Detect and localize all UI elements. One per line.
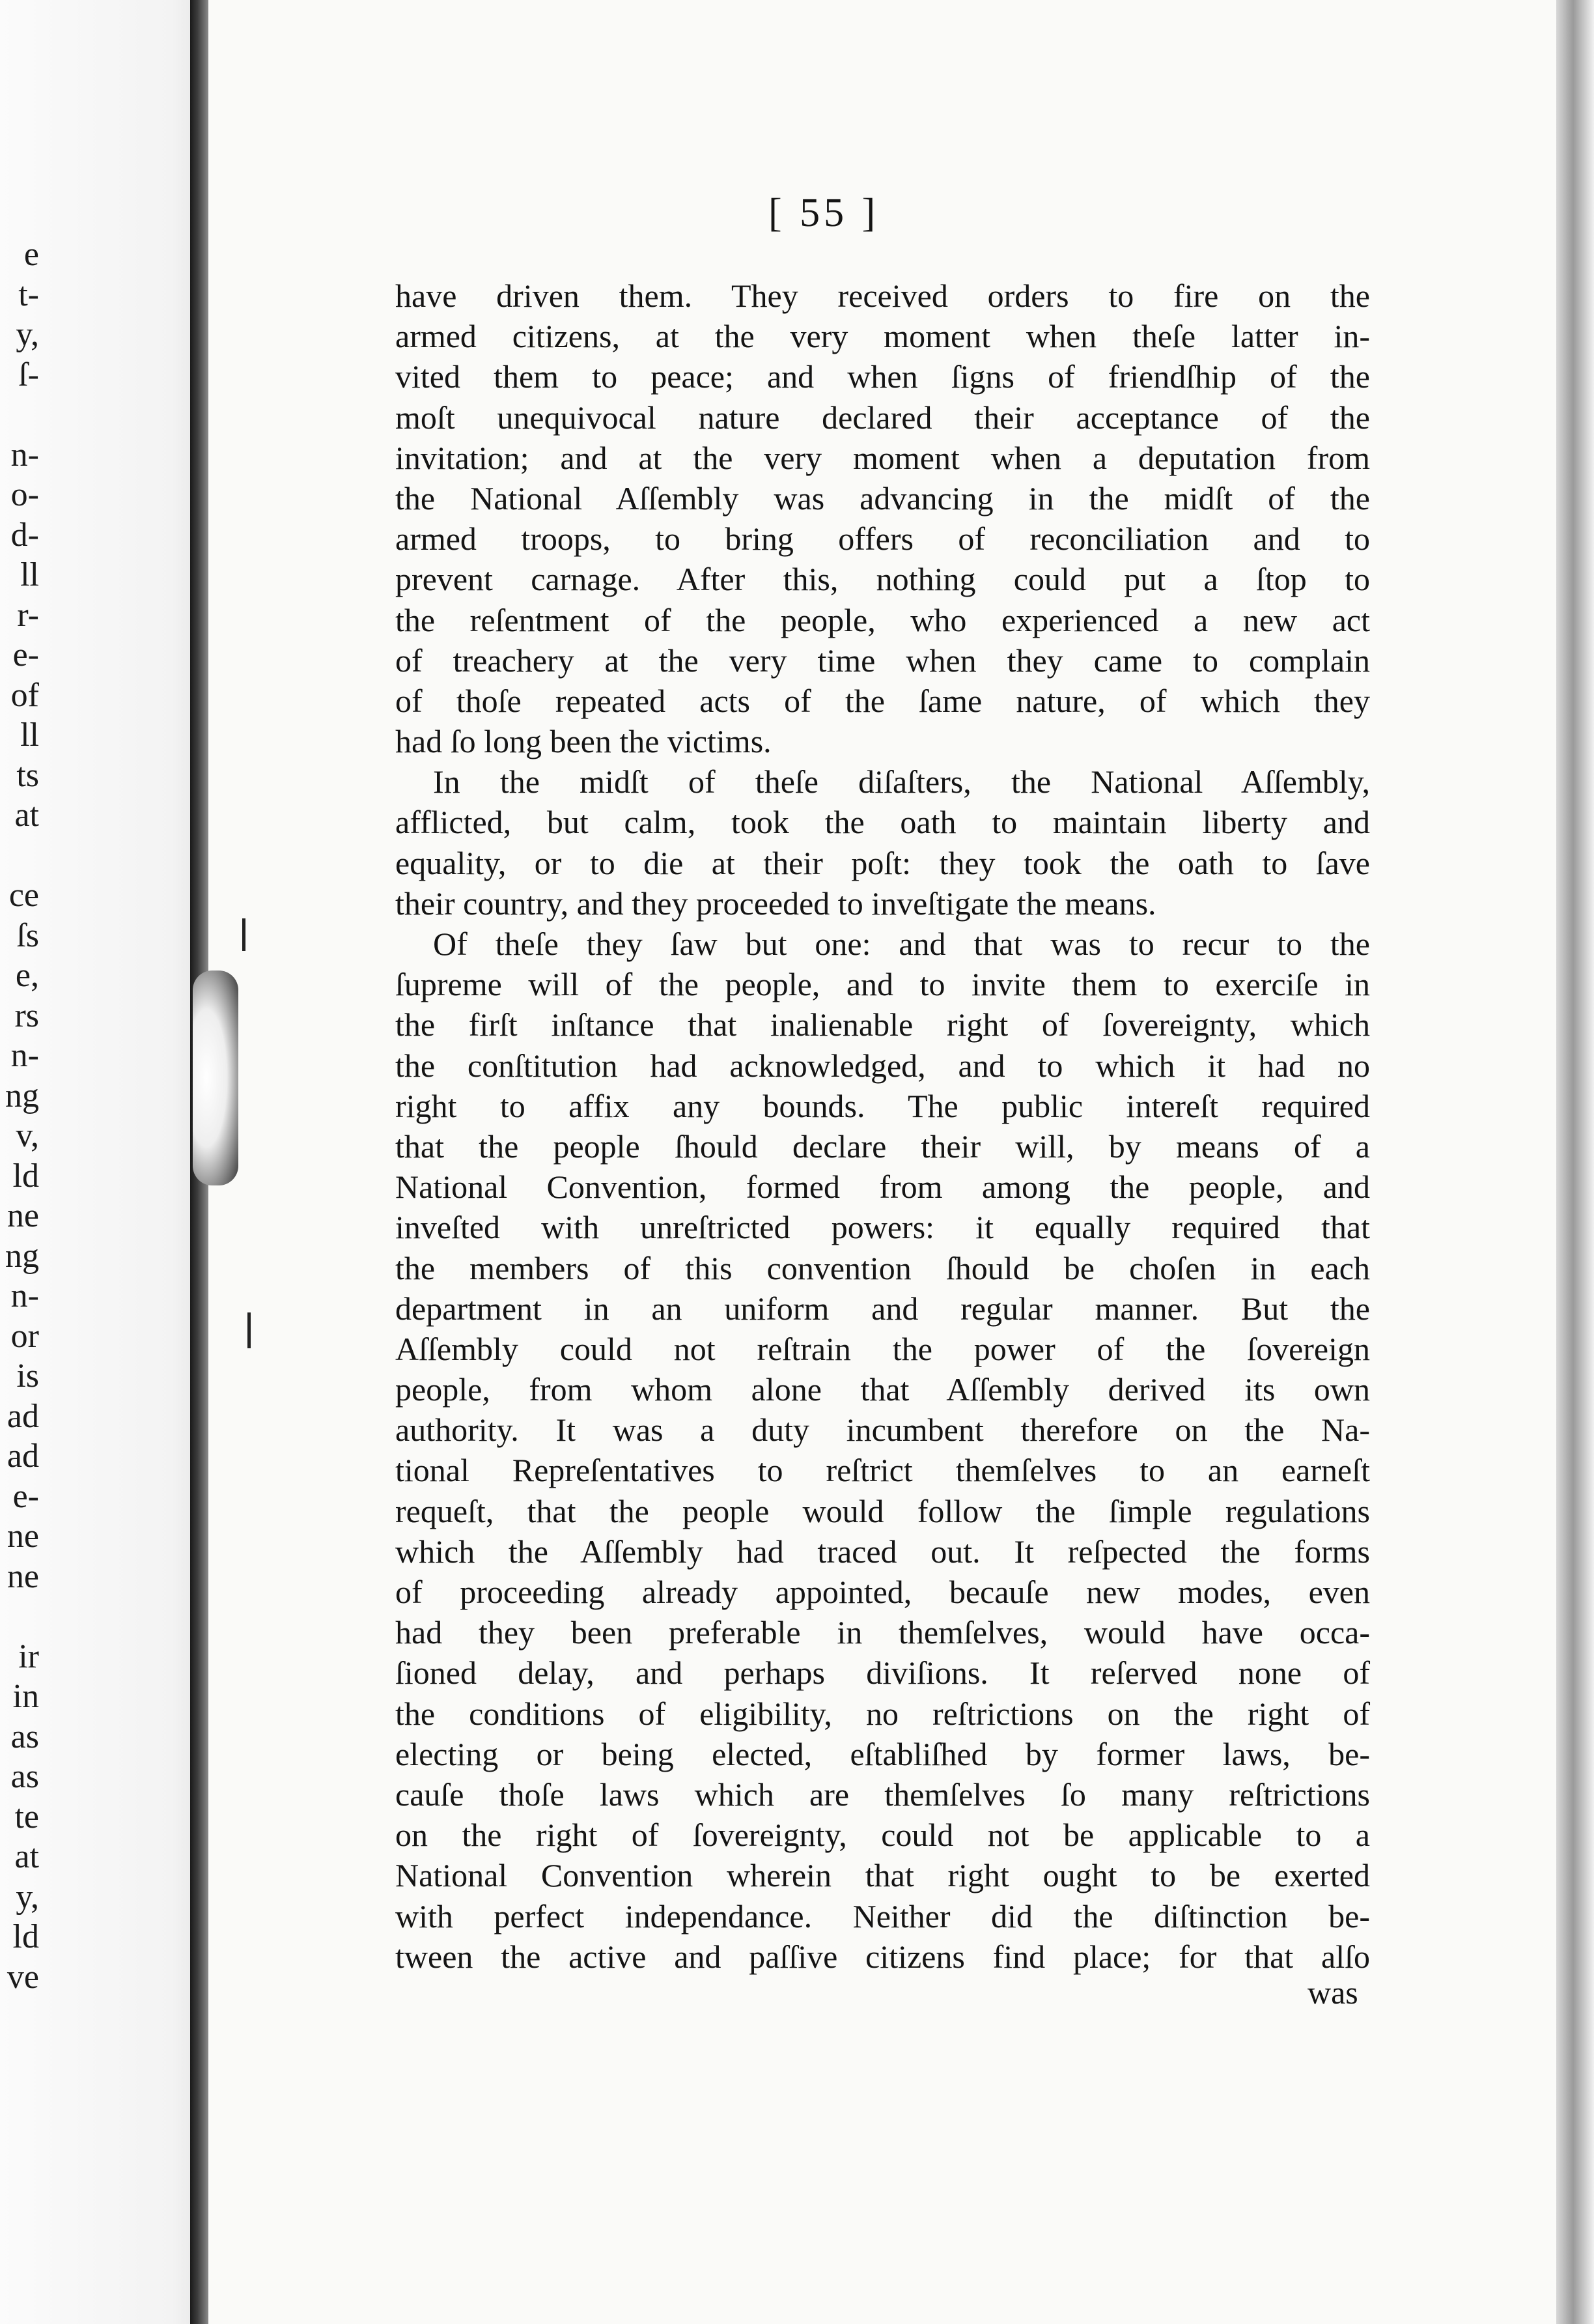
facing-fragment: e- — [12, 1477, 39, 1515]
facing-fragment: ld — [12, 1918, 39, 1955]
facing-fragment: t- — [18, 276, 39, 313]
text-line: tween the active and paſſive citizens find place; for that alſo — [395, 1938, 1370, 1975]
facing-fragment: at — [14, 1838, 39, 1875]
text-line: their country, and they proceeded to inveſtigate the means. — [395, 885, 1156, 922]
text-line: equality, or to die at their poſt: they took the oath to ſave — [395, 844, 1370, 881]
text-line: the firſt inſtance that inalienable right of ſovereignty, which — [395, 1006, 1370, 1043]
text-line: tional Repreſentatives to reſtrict themſelves to an earneſt — [395, 1452, 1370, 1489]
facing-fragment: ce — [8, 877, 39, 914]
gutter-mark — [242, 918, 245, 951]
text-line: had they been preferable in themſelves, would have occa- — [395, 1614, 1370, 1651]
text-line: moſt unequivocal nature declared their acceptance of the — [395, 399, 1370, 436]
catchword: was — [1307, 1974, 1358, 2011]
facing-fragment: is — [16, 1357, 39, 1395]
facing-fragment: rs — [14, 997, 39, 1034]
facing-fragment — [0, 836, 39, 876]
facing-fragment: as — [10, 1758, 39, 1795]
text-line: of thoſe repeated acts of the ſame nature, of which they — [395, 682, 1370, 719]
text-line: armed troops, to bring offers of reconciliation and to — [395, 520, 1370, 558]
body-text — [395, 276, 1370, 1977]
text-line: National Convention, formed from among the people, and — [395, 1169, 1370, 1206]
text-line: vited them to peace; and when ſigns of friendſhip of the — [395, 358, 1370, 395]
facing-fragment: ad — [7, 1397, 39, 1435]
facing-fragment: ſ- — [18, 356, 39, 393]
text-line: which the Aſſembly had traced out. It reſpected the forms — [395, 1533, 1370, 1570]
facing-fragment: e, — [15, 957, 39, 994]
facing-fragment: at — [14, 797, 39, 834]
facing-fragment: ir — [18, 1637, 39, 1675]
facing-fragment: te — [14, 1798, 39, 1835]
facing-fragment — [0, 1596, 39, 1637]
text-line: electing or being elected, eſtabliſhed by former laws, be- — [395, 1735, 1370, 1772]
text-line: Of theſe they ſaw but one: and that was to recur to the — [433, 926, 1370, 962]
text-line: the National Aſſembly was advancing in the midſt of the — [395, 479, 1370, 517]
text-line: department in an uniform and regular manner. But the — [395, 1290, 1370, 1327]
facing-fragment: r- — [17, 596, 39, 634]
facing-fragment: n- — [10, 1037, 39, 1074]
facing-fragment: d- — [10, 516, 39, 554]
facing-fragment: ll — [20, 716, 39, 754]
facing-fragment: e- — [12, 636, 39, 673]
text-line: authority. It was a duty incumbent therefore on the Na- — [395, 1411, 1370, 1449]
paper-tear-mark — [193, 971, 238, 1185]
text-line: afflicted, but calm, took the oath to maintain liberty and — [395, 804, 1370, 841]
facing-fragment: in — [12, 1678, 39, 1715]
facing-fragment: v, — [16, 1117, 39, 1154]
text-line: on the right of ſovereignty, could not be applicable to a — [395, 1817, 1370, 1854]
facing-fragment: n- — [10, 436, 39, 474]
text-line: prevent carnage. After this, nothing could put a ſtop to — [395, 561, 1370, 598]
facing-fragment: ng — [5, 1077, 39, 1114]
facing-fragment: n- — [10, 1277, 39, 1314]
text-line: right to affix any bounds. The public intereſt required — [395, 1087, 1370, 1124]
text-line: ſupreme will of the people, and to invite them to exerciſe in — [395, 966, 1370, 1003]
text-line: Aſſembly could not reſtrain the power of the ſovereign — [395, 1330, 1370, 1367]
facing-fragment: or — [10, 1317, 39, 1355]
text-line: have driven them. They received orders to fire on the — [395, 277, 1370, 314]
facing-fragment: ad — [7, 1438, 39, 1475]
facing-fragment: ſs — [16, 916, 39, 954]
text-line: with perfect independance. Neither did the diſtinction be- — [395, 1897, 1370, 1934]
text-line: requeſt, that the people would follow the ſimple regulations — [395, 1492, 1370, 1529]
text-line: In the midſt of theſe diſaſters, the National Aſſembly, — [433, 763, 1370, 801]
text-line: cauſe thoſe laws which are themſelves ſo many reſtrictions — [395, 1776, 1370, 1813]
text-line: National Convention wherein that right ought to be exerted — [395, 1857, 1370, 1894]
text-line: the members of this convention ſhould be choſen in each — [395, 1249, 1370, 1286]
facing-fragment: ts — [16, 756, 39, 794]
facing-fragment — [0, 395, 39, 435]
facing-page-fragments — [0, 234, 39, 1997]
text-line: invitation; and at the very moment when a deputation from — [395, 439, 1370, 476]
right-page-edge — [1556, 0, 1594, 2324]
facing-fragment: ne — [7, 1518, 39, 1555]
facing-fragment: ll — [20, 556, 39, 593]
text-line: of proceeding already appointed, becauſe new modes, even — [395, 1574, 1370, 1610]
facing-fragment: ve — [7, 1958, 39, 1996]
facing-fragment: o- — [10, 476, 39, 513]
text-line: people, from whom alone that Aſſembly derived its own — [395, 1371, 1370, 1408]
facing-fragment: y, — [16, 1878, 39, 1916]
facing-fragment: as — [10, 1718, 39, 1755]
text-line: of treachery at the very time when they came to complain — [395, 642, 1370, 679]
text-line: ſioned delay, and perhaps diviſions. It reſerved none of — [395, 1654, 1370, 1692]
facing-fragment: ld — [12, 1157, 39, 1195]
text-line: armed citizens, at the very moment when theſe latter in- — [395, 318, 1370, 355]
text-line: the conditions of eligibility, no reſtrictions on the right of — [395, 1695, 1370, 1732]
text-line: had ſo long been the victims. — [395, 723, 772, 760]
text-line: inveſted with unreſtricted powers: it equally required that — [395, 1209, 1370, 1246]
text-line: the reſentment of the people, who experienced a new act — [395, 601, 1370, 638]
page-number: [ 55 ] — [768, 191, 880, 235]
gutter-mark — [247, 1312, 251, 1348]
facing-fragment: ne — [7, 1197, 39, 1234]
facing-fragment: ne — [7, 1557, 39, 1595]
facing-fragment: of — [10, 676, 39, 714]
text-line: that the people ſhould declare their will, by means of a — [395, 1127, 1370, 1165]
facing-fragment: y, — [16, 316, 39, 353]
text-line: the conſtitution had acknowledged, and to which it had no — [395, 1047, 1370, 1084]
facing-fragment: ng — [5, 1237, 39, 1275]
facing-fragment: e — [23, 236, 39, 273]
